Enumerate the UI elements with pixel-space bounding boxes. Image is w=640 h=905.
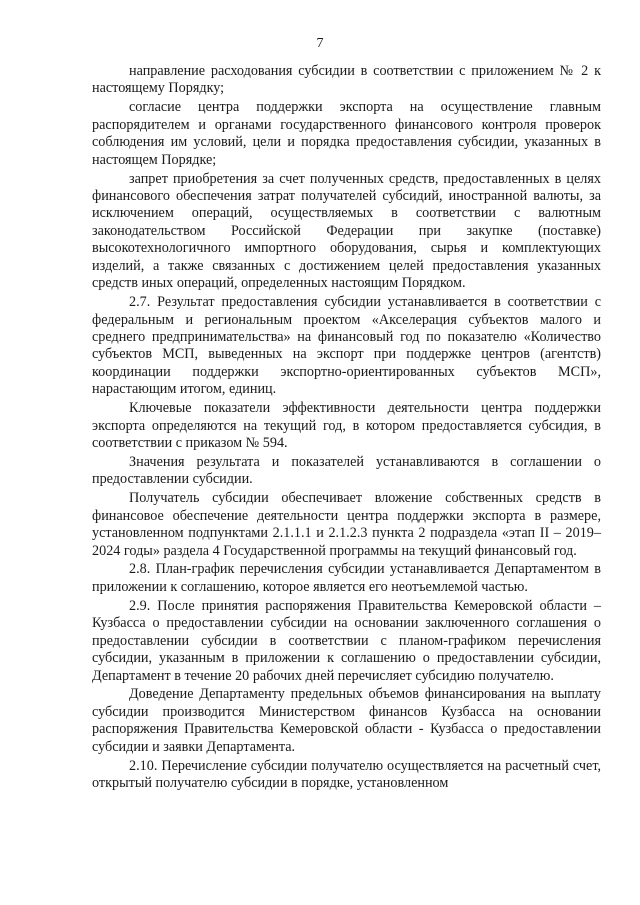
page-number: 7 [316,36,324,51]
paragraph: Доведение Департаменту предельных объемов финансирования на выплату субсидии производится Министерством финансов Кузбасса на основании распоряжения Правительства Кемеровской области - Кузбасса о предоставлении субсидии и заявки Департамента. [92,686,601,755]
paragraph: запрет приобретения за счет полученных средств, предоставленных в целях финансового обеспечения затрат получателей субсидий, иностранной валюты, за исключением операций, осуществляемых в соответствии с валютным законодательством Российской Федерации при закупке (поставке) высокотехнологичного импортного оборудования, сырья и комплектующих изделий, а также связанных с достижением целей предоставления указанных средств иных операций, определенных настоящим Порядком. [92,170,601,292]
paragraph: Ключевые показатели эффективности деятельности центра поддержки экспорта определяются на текущий год, в котором предоставляется субсидия, в соответствии с приказом № 594. [92,400,601,452]
paragraph: Получатель субсидии обеспечивает вложение собственных средств в финансовое обеспечение деятельности центра поддержки экспорта в размере, установленном подпунктами 2.1.1.1 и 2.1.2.3 пункта 2 подраздела «этап II – 2019–2024 годы» раздела 4 Государственной программы на текущий финансовый год. [92,490,601,559]
document-body [92,63,601,794]
paragraph: 2.10. Перечисление субсидии получателю осуществляется на расчетный счет, открытый получателю субсидии в порядке, установленном [92,757,601,792]
paragraph: Значения результата и показателей устанавливаются в соглашении о предоставлении субсидии. [92,453,601,488]
paragraph: согласие центра поддержки экспорта на осуществление главным распорядителем и органами государственного финансового контроля проверок соблюдения им условий, цели и порядка предоставления субсидии, указанных в настоящем Порядке; [92,99,601,168]
paragraph: 2.9. После принятия распоряжения Правительства Кемеровской области – Кузбасса о предоставлении субсидии на основании заключенного соглашения о предоставлении субсидии в соответствии с планом-графиком перечисления субсидии, указанным в приложении к соглашению о предоставлении субсидии, Департамент в течение 20 рабочих дней перечисляет субсидию получателю. [92,597,601,684]
paragraph: 2.7. Результат предоставления субсидии устанавливается в соответствии с федеральным и региональным проектом «Акселерация субъектов малого и среднего предпринимательства» на финансовый год по показателю «Количество субъектов МСП, выведенных на экспорт при поддержке центров (агентств) координации поддержки экспортно-ориентированных субъектов МСП», нарастающим итогом, единиц. [92,294,601,398]
paragraph: 2.8. План-график перечисления субсидии устанавливается Департаментом в приложении к соглашению, которое является его неотъемлемой частью. [92,561,601,595]
paragraph: направление расходования субсидии в соответствии с приложением № 2 к настоящему Порядку; [92,63,601,97]
